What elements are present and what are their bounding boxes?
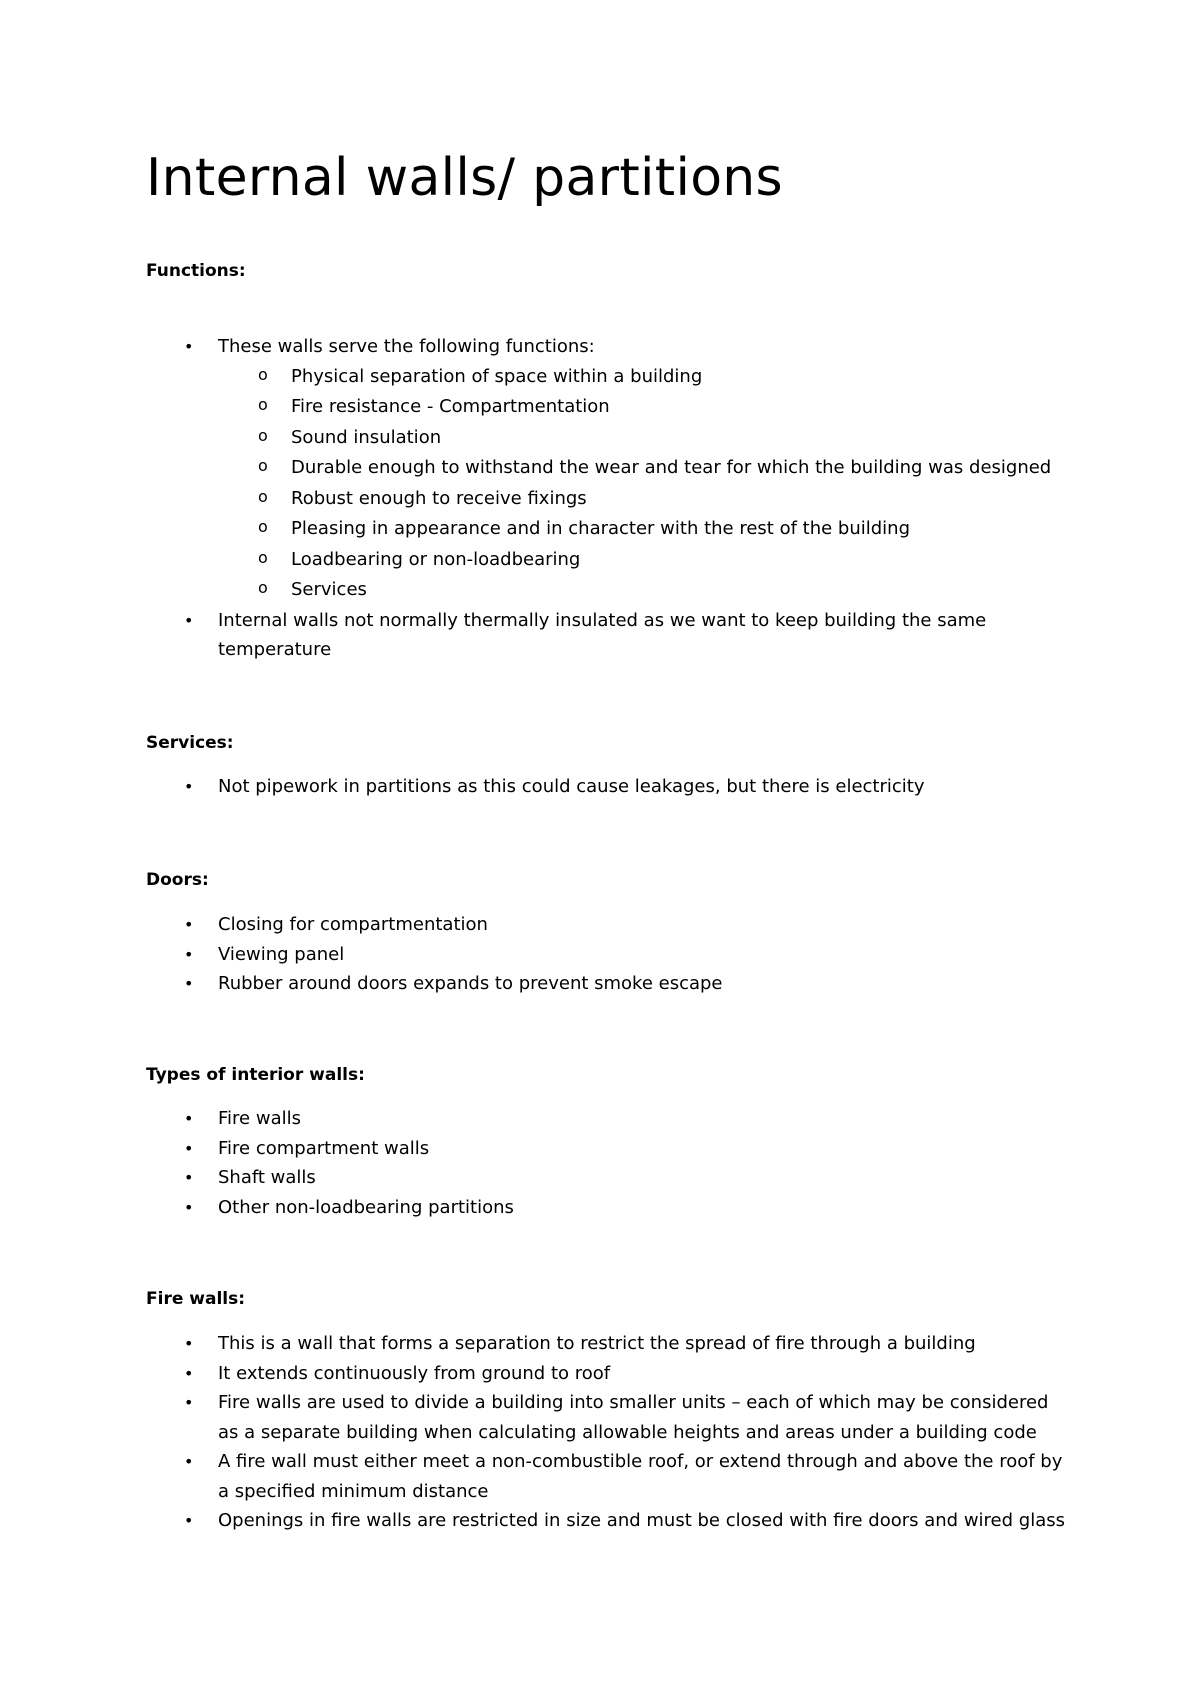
sub-list-item-text: Pleasing in appearance and in character with the rest of the building [291, 518, 911, 539]
list-item-text: Other non-loadbearing partitions [218, 1196, 514, 1218]
list-item [0, 1329, 1200, 1359]
list-item [0, 1359, 1200, 1389]
list-item-text: It extends continuously from ground to roof [218, 1362, 611, 1384]
sub-list-item-text: Loadbearing or non-loadbearing [291, 548, 581, 570]
heading-doors: Doors: [146, 870, 209, 890]
bullet-marker: • [184, 337, 194, 356]
sub-list-item [0, 514, 1200, 545]
types-list [0, 1104, 1200, 1222]
list-item-text: This is a wall that forms a separation to restrict the spread of fire through a building [218, 1333, 976, 1354]
functions-sublist [0, 362, 1200, 606]
sub-bullet-marker: o [258, 547, 268, 567]
sub-list-item [0, 392, 1200, 423]
heading-services: Services: [146, 733, 234, 753]
bullet-marker: • [184, 777, 194, 796]
page-title: Internal walls/ partitions [146, 148, 783, 208]
list-item-text: Closing for compartmentation [218, 914, 488, 935]
list-item [0, 332, 1200, 606]
list-item-text: A fire wall must either meet a non-combustible roof, or extend through and above the roof by a specified minimum distance [218, 1451, 1063, 1502]
doors-list [0, 910, 1200, 999]
sub-list-item-text: Fire resistance - Compartmentation [291, 396, 610, 417]
sub-list-item-text: Robust enough to receive fixings [291, 487, 587, 509]
bullet-marker: • [184, 1168, 194, 1187]
sub-bullet-marker: o [258, 456, 268, 475]
heading-fire-walls: Fire walls: [146, 1289, 246, 1309]
list-item-text: Not pipework in partitions as this could cause leakages, but there is electricity [218, 776, 925, 797]
list-item-text: Rubber around doors expands to prevent smoke escape [218, 973, 723, 994]
sub-bullet-marker: o [258, 486, 268, 506]
list-item-text: Fire walls are used to divide a building into smaller units – each of which may be considered as a separate building when calculating allowable heights and areas under a building code [218, 1392, 1049, 1443]
bullet-marker: • [184, 1363, 194, 1383]
list-item [0, 940, 1200, 970]
bullet-marker: • [184, 1393, 194, 1412]
list-item [0, 1104, 1200, 1134]
sub-list-item-text: Durable enough to withstand the wear and tear for which the building was designed [291, 457, 1052, 478]
list-item [0, 1163, 1200, 1193]
bullet-marker: • [184, 610, 194, 630]
bullet-marker: • [184, 974, 194, 993]
list-item [0, 1506, 1200, 1536]
list-item-text: Fire compartment walls [218, 1137, 430, 1159]
bullet-marker: • [184, 915, 194, 934]
list-item [0, 772, 1200, 802]
functions-list [0, 332, 1200, 665]
bullet-marker: • [184, 1334, 194, 1353]
sub-list-item [0, 575, 1200, 606]
sub-list-item [0, 484, 1200, 515]
list-item [0, 1388, 1200, 1447]
sub-bullet-marker: o [258, 578, 268, 597]
fire-walls-list [0, 1329, 1200, 1536]
sub-list-item [0, 453, 1200, 484]
list-item-text: These walls serve the following functions: [218, 336, 595, 357]
bullet-marker: • [184, 1138, 194, 1158]
sub-bullet-marker: o [258, 364, 268, 384]
list-item [0, 1134, 1200, 1164]
sub-list-item-text: Physical separation of space within a building [291, 365, 703, 387]
list-item-text: Fire walls [218, 1108, 301, 1129]
list-item-text: Internal walls not normally thermally insulated as we want to keep building the same temperature [218, 609, 987, 660]
sub-list-item-text: Sound insulation [291, 426, 442, 448]
list-item-text: Viewing panel [218, 943, 345, 965]
list-item [0, 1193, 1200, 1223]
bullet-marker: • [184, 1452, 194, 1471]
list-item-text: Openings in fire walls are restricted in size and must be closed with fire doors and wired glass [218, 1510, 1065, 1531]
list-item [0, 969, 1200, 999]
bullet-marker: • [184, 944, 194, 964]
bullet-marker: • [184, 1511, 194, 1530]
bullet-marker: • [184, 1197, 194, 1217]
sub-list-item-text: Services [291, 579, 367, 600]
list-item [0, 1447, 1200, 1506]
sub-bullet-marker: o [258, 425, 268, 445]
bullet-marker: • [184, 1109, 194, 1128]
sub-list-item [0, 362, 1200, 393]
sub-list-item [0, 545, 1200, 576]
sub-list-item [0, 423, 1200, 454]
sub-bullet-marker: o [258, 517, 268, 536]
heading-types-of-interior-walls: Types of interior walls: [146, 1065, 365, 1085]
services-list [0, 772, 1200, 802]
list-item [0, 910, 1200, 940]
heading-functions: Functions: [146, 261, 246, 281]
list-item [0, 606, 1200, 665]
list-item-text: Shaft walls [218, 1167, 316, 1188]
sub-bullet-marker: o [258, 395, 268, 414]
